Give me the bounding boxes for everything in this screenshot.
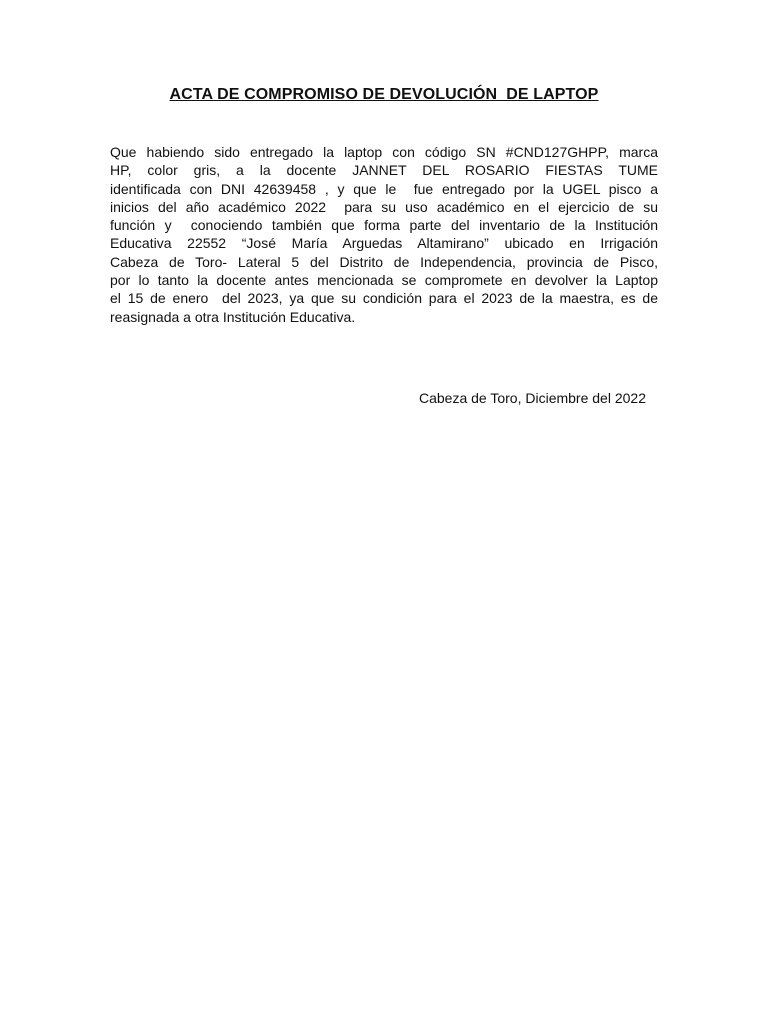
document-body: [110, 143, 658, 326]
body-line: Que habiendo sido entregado la laptop con código SN #CND127GHPP, marca: [110, 144, 658, 160]
body-line: por lo tanto la docente antes mencionada se compromete en devolver la Laptop: [110, 272, 658, 289]
body-line: HP, color gris, a la docente JANNET DEL ROSARIO FIESTAS TUME: [110, 162, 658, 179]
document-title: ACTA DE COMPROMISO DE DEVOLUCIÓN DE LAPTOP: [169, 86, 599, 103]
body-line: Cabeza de Toro- Lateral 5 del Distrito de Independencia, provincia de Pisco,: [110, 253, 658, 270]
body-line: inicios del año académico 2022 para su uso académico en el ejercicio de su: [110, 198, 658, 215]
body-line: función y conociendo también que forma parte del inventario de la Institución: [110, 217, 658, 234]
body-line: Educativa 22552 “José María Arguedas Altamirano” ubicado en Irrigación: [110, 235, 658, 252]
place-and-date: Cabeza de Toro, Diciembre del 2022: [419, 390, 646, 406]
body-line: identificada con DNI 42639458 , y que le fue entregado por la UGEL pisco a: [110, 180, 658, 197]
body-line: reasignada a otra Institución Educativa.: [110, 308, 356, 325]
body-line: el 15 de enero del 2023, ya que su condición para el 2023 de la maestra, es de: [110, 290, 658, 307]
